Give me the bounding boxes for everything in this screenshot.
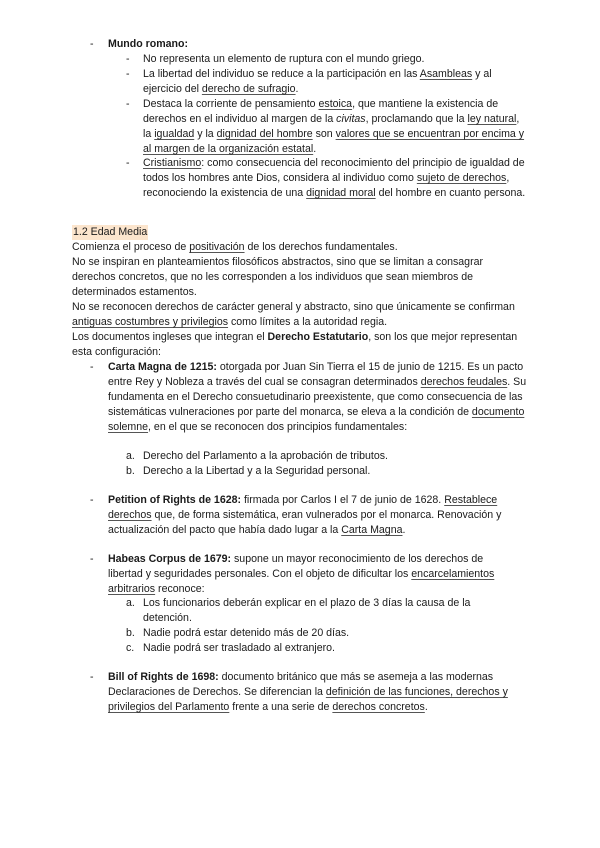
mundo-item-1: No representa un elemento de ruptura con el mundo griego. xyxy=(143,53,425,65)
bullet-dash: - xyxy=(90,671,94,683)
bullet-dash: - xyxy=(126,157,130,169)
bill-of-rights-item: Bill of Rights de 1698: documento británico que más se asemeja a las modernas Declaraciones de Derechos. Se diferencian la definición de las funciones, derechos y privilegios del Parlamento frente a una serie de derechos concretos. xyxy=(108,671,508,713)
paragraph-documentos: Los documentos ingleses que integran el Derecho Estatutario, son los que mejor representan esta configuración: xyxy=(72,331,518,358)
mundo-item-4: Cristianismo: como consecuencia del reconocimiento del principio de igualdad de todos los hombres ante Dios, considera al individuo como sujeto de derechos, reconociendo la existencia de una dignidad moral del hombre en cuanto persona. xyxy=(143,157,526,199)
habeas-list-item-a: Los funcionarios deberán explicar en el plazo de 3 días la causa de la detención. xyxy=(143,597,471,624)
mundo-item-3: Destaca la corriente de pensamiento estoica, que mantiene la existencia de derechos en el individuo al margen de la civitas, proclamando que la ley natural, la igualdad y la dignidad del hombre son valores que se encuentran por encima y al margen de la organización estatal. xyxy=(143,98,525,155)
mundo-item-2: La libertad del individuo se reduce a la participación en las Asambleas y al ejercicio del derecho de sufragio. xyxy=(143,68,492,95)
bullet-dash: - xyxy=(90,553,94,565)
habeas-list-item-b: Nadie podrá estar detenido más de 20 días. xyxy=(143,627,350,639)
list-marker: a. xyxy=(126,597,135,609)
paragraph-positivacion: Comienza el proceso de positivación de los derechos fundamentales. xyxy=(72,241,398,253)
list-marker: b. xyxy=(126,627,135,639)
habeas-corpus-item: Habeas Corpus de 1679: supone un mayor reconocimiento de los derechos de libertad y seguridades personales. Con el objeto de dificultar los encarcelamientos arbitrarios reconoce: xyxy=(108,553,495,595)
list-marker: b. xyxy=(126,465,135,477)
petition-of-rights-item: Petition of Rights de 1628: firmada por Carlos I el 7 de junio de 1628. Restablece derechos que, de forma sistemática, eran vulnerados por el monarca. Renovación y actualización del pacto que había dado lugar a la Carta Magna. xyxy=(108,494,502,536)
bullet-dash: - xyxy=(90,494,94,506)
section-heading-edad-media: 1.2 Edad Media xyxy=(73,226,148,238)
bullet-dash: - xyxy=(126,68,130,80)
mundo-romano-title: Mundo romano: xyxy=(108,38,189,50)
bullet-dash: - xyxy=(90,361,94,373)
bullet-dash: - xyxy=(90,38,94,50)
carta-magna-item: Carta Magna de 1215: otorgada por Juan Sin Tierra el 15 de junio de 1215. Es un pacto entre Rey y Nobleza a través del cual se consagran determinados derechos feudales. Su fundamenta en el Derecho consuetudinario preexistente, que como consecuencia de las sistemáticas vulneraciones por parte del monarca, se eleva a la condición de documento solemne, en el que se reconocen dos principios fundamentales: xyxy=(108,361,527,433)
carta-list-item-b: Derecho a la Libertad y a la Seguridad personal. xyxy=(143,465,371,477)
paragraph-planteamientos: No se inspiran en planteamientos filosóficos abstractos, sino que se limitan a consagrar derechos concretos, que no les corresponden a los individuos que sean miembros de determinados estamentos. xyxy=(72,256,484,298)
paragraph-costumbres: No se reconocen derechos de carácter general y abstracto, sino que únicamente se confirman antiguas costumbres y privilegios como límites a la autoridad regia. xyxy=(72,301,515,328)
bullet-dash: - xyxy=(126,53,130,65)
carta-list-item-a: Derecho del Parlamento a la aprobación de tributos. xyxy=(143,450,388,462)
bullet-dash: - xyxy=(126,98,130,110)
list-marker: a. xyxy=(126,450,135,462)
habeas-list-item-c: Nadie podrá ser trasladado al extranjero. xyxy=(143,642,335,654)
list-marker: c. xyxy=(126,642,135,654)
